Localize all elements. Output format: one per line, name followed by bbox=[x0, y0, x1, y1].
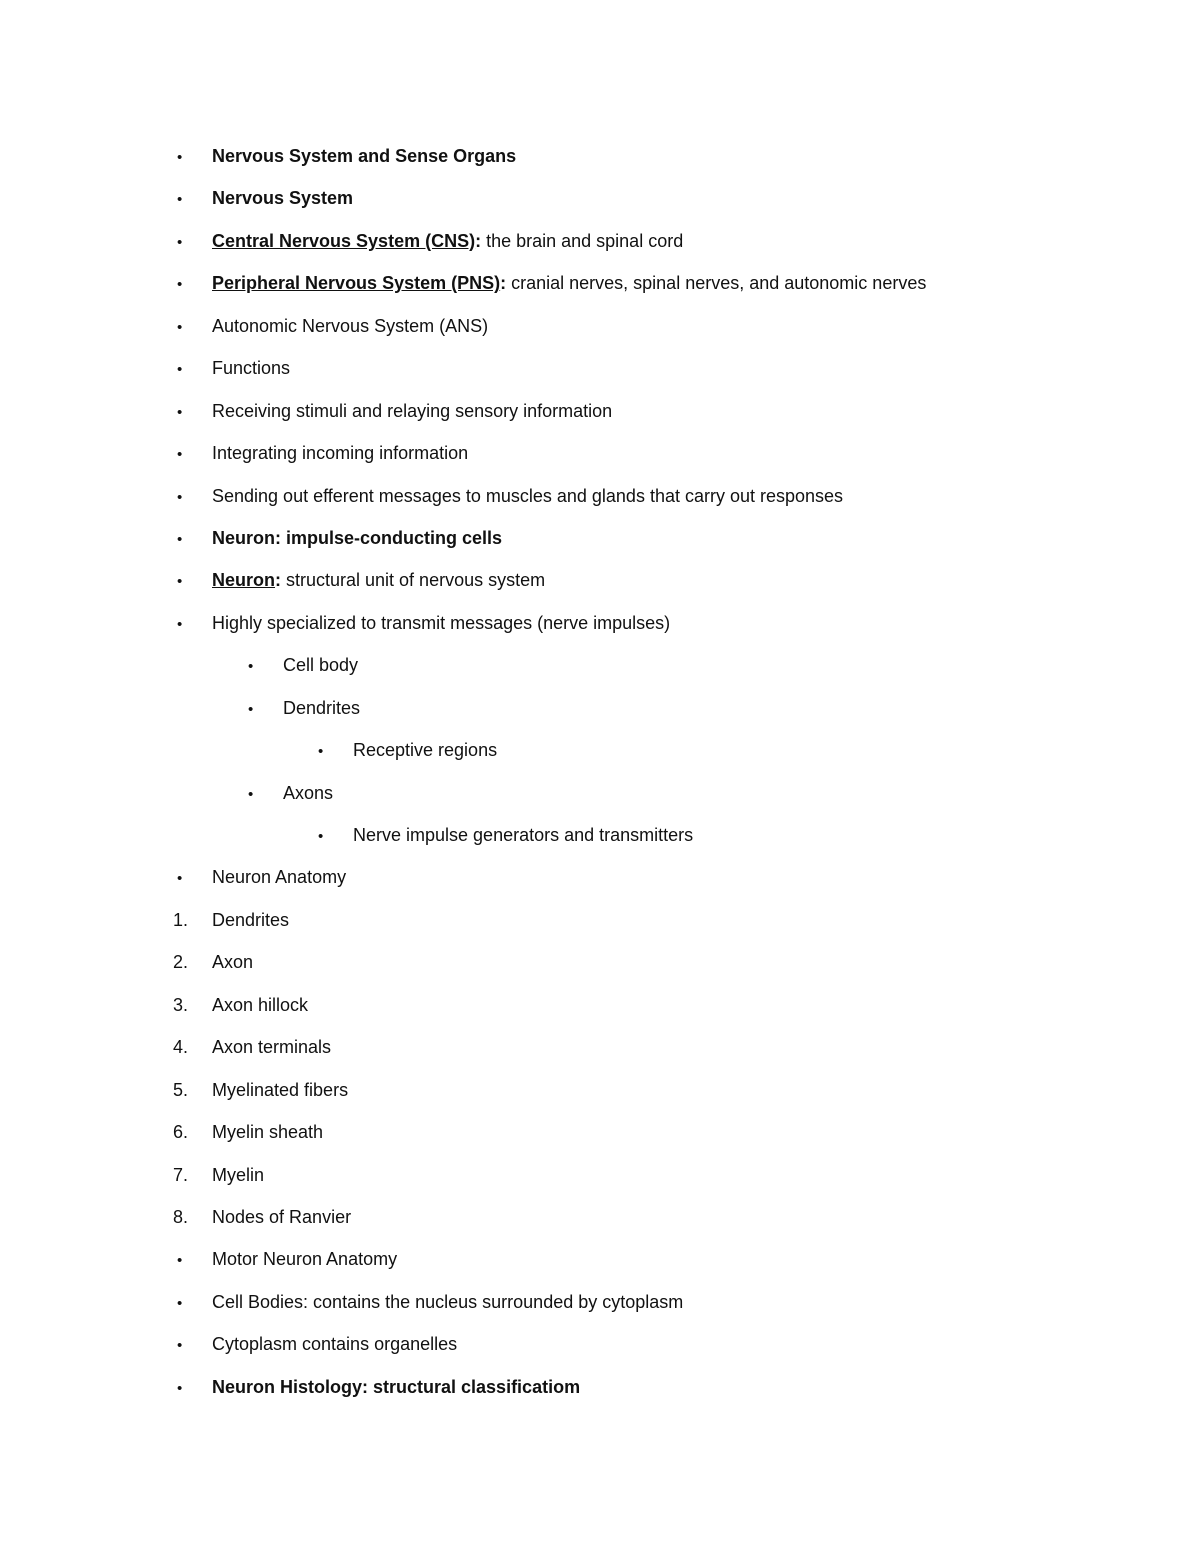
list-item bbox=[0, 729, 1200, 771]
bullet-icon bbox=[177, 1238, 182, 1282]
list-item bbox=[0, 559, 1200, 601]
list-item-text bbox=[212, 1111, 323, 1153]
bullet-icon bbox=[177, 135, 182, 179]
numbered-list-item bbox=[0, 1069, 1200, 1111]
bullet-icon bbox=[177, 1366, 182, 1410]
numbered-list-item bbox=[0, 984, 1200, 1026]
list-item-text bbox=[212, 1238, 397, 1280]
list-item bbox=[0, 1238, 1200, 1280]
list-number: 8. bbox=[173, 1206, 189, 1227]
list-number: 3. bbox=[173, 994, 189, 1015]
bullet-icon bbox=[177, 602, 182, 646]
text-run: Myelin sheath bbox=[212, 1122, 324, 1143]
text-run: Central Nervous System (CNS) bbox=[212, 230, 476, 251]
list-item-text bbox=[212, 1323, 457, 1365]
bullet-icon bbox=[248, 687, 253, 731]
list-item-text bbox=[212, 984, 308, 1026]
text-run: Functions bbox=[212, 358, 291, 379]
list-item-text bbox=[212, 856, 346, 898]
numbered-list-item bbox=[0, 1026, 1200, 1068]
list-item-text bbox=[212, 1281, 683, 1323]
list-item bbox=[0, 644, 1200, 686]
list-item bbox=[0, 135, 1200, 177]
list-item-text bbox=[212, 1366, 580, 1408]
text-run: structural unit of nervous system bbox=[281, 570, 546, 591]
list-item-text bbox=[283, 687, 360, 729]
text-run: the brain and spinal cord bbox=[481, 230, 684, 251]
text-run: Cell body bbox=[283, 655, 359, 676]
list-item-text bbox=[212, 262, 926, 304]
list-item-text bbox=[212, 517, 502, 559]
text-run: Motor Neuron Anatomy bbox=[212, 1249, 398, 1270]
text-run: : bbox=[275, 570, 281, 591]
list-number: 5. bbox=[173, 1079, 189, 1100]
bullet-icon bbox=[248, 772, 253, 816]
list-number: 4. bbox=[173, 1037, 189, 1058]
bullet-icon bbox=[177, 517, 182, 561]
list-number: 6. bbox=[173, 1122, 189, 1143]
list-item bbox=[0, 602, 1200, 644]
list-item bbox=[0, 687, 1200, 729]
list-item bbox=[0, 517, 1200, 559]
text-run: Nervous System bbox=[212, 188, 354, 209]
list-item-text bbox=[283, 644, 358, 686]
list-item bbox=[0, 305, 1200, 347]
bullet-icon bbox=[177, 305, 182, 349]
list-item-text bbox=[212, 177, 353, 219]
text-run: cranial nerves, spinal nerves, and autonomic nerves bbox=[506, 273, 927, 294]
list-item bbox=[0, 1323, 1200, 1365]
bullet-icon bbox=[177, 262, 182, 306]
text-run: Dendrites bbox=[212, 909, 290, 930]
text-run: Cytoplasm contains organelles bbox=[212, 1334, 458, 1355]
list-item bbox=[0, 220, 1200, 262]
list-item bbox=[0, 390, 1200, 432]
bullet-icon bbox=[177, 475, 182, 519]
bullet-icon bbox=[177, 1323, 182, 1367]
text-run: Myelin bbox=[212, 1164, 265, 1185]
bullet-icon bbox=[318, 729, 323, 773]
list-item-text bbox=[212, 390, 612, 432]
text-run: Nodes of Ranvier bbox=[212, 1206, 352, 1227]
list-item-text bbox=[212, 305, 488, 347]
document-page bbox=[0, 135, 1200, 1408]
list-item bbox=[0, 1281, 1200, 1323]
bullet-icon bbox=[177, 390, 182, 434]
list-item-text bbox=[212, 1026, 331, 1068]
text-run: Dendrites bbox=[283, 697, 361, 718]
list-item-text bbox=[212, 941, 253, 983]
bullet-icon bbox=[177, 856, 182, 900]
list-item bbox=[0, 856, 1200, 898]
text-run: Highly specialized to transmit messages (nerve impulses) bbox=[212, 612, 671, 633]
text-run: Sending out efferent messages to muscles and glands that carry out responses bbox=[212, 485, 844, 506]
list-item bbox=[0, 772, 1200, 814]
text-run: Axon hillock bbox=[212, 994, 309, 1015]
bullet-icon bbox=[318, 814, 323, 858]
numbered-list-item bbox=[0, 1111, 1200, 1153]
text-run: : bbox=[475, 230, 482, 251]
list-item-text bbox=[212, 602, 670, 644]
list-item bbox=[0, 814, 1200, 856]
text-run: Autonomic Nervous System (ANS) bbox=[212, 315, 489, 336]
text-run: Integrating incoming information bbox=[212, 443, 469, 464]
numbered-list-item bbox=[0, 941, 1200, 983]
numbered-list-item bbox=[0, 1196, 1200, 1238]
text-run: Neuron Histology: structural classificatiom bbox=[212, 1376, 581, 1397]
list-number: 1. bbox=[173, 909, 189, 930]
list-number: 7. bbox=[173, 1164, 189, 1185]
text-run: Cell Bodies: contains the nucleus surrounded by cytoplasm bbox=[212, 1291, 684, 1312]
list-item-text bbox=[212, 135, 516, 177]
list-item-text bbox=[353, 814, 693, 856]
list-item-text bbox=[212, 347, 290, 389]
list-item bbox=[0, 432, 1200, 474]
bullet-icon bbox=[177, 177, 182, 221]
list-item-text bbox=[212, 220, 683, 262]
list-number: 2. bbox=[173, 952, 189, 973]
text-run: Neuron: impulse-conducting cells bbox=[212, 527, 503, 548]
list-item bbox=[0, 1366, 1200, 1408]
list-item-text bbox=[212, 475, 843, 517]
text-run: Myelinated fibers bbox=[212, 1079, 349, 1100]
list-item bbox=[0, 177, 1200, 219]
list-item-text bbox=[212, 1069, 348, 1111]
text-run: Nerve impulse generators and transmitters bbox=[353, 825, 694, 845]
bullet-icon bbox=[248, 644, 253, 688]
text-run: : bbox=[500, 273, 507, 294]
text-run: Receptive regions bbox=[353, 740, 498, 761]
list-item bbox=[0, 347, 1200, 389]
numbered-list-item bbox=[0, 1154, 1200, 1196]
text-run: Neuron bbox=[212, 570, 275, 591]
bullet-icon bbox=[177, 559, 182, 603]
bullet-icon bbox=[177, 220, 182, 264]
text-run: Neuron Anatomy bbox=[212, 867, 347, 888]
list-item-text bbox=[283, 772, 333, 814]
text-run: Axon terminals bbox=[212, 1037, 332, 1058]
list-item-text bbox=[212, 432, 468, 474]
list-item bbox=[0, 262, 1200, 304]
list-item-text bbox=[212, 899, 289, 941]
list-item bbox=[0, 475, 1200, 517]
list-item-text bbox=[212, 1154, 264, 1196]
text-run: Peripheral Nervous System (PNS) bbox=[212, 273, 501, 294]
bullet-icon bbox=[177, 1281, 182, 1325]
text-run: Axon bbox=[212, 952, 254, 973]
list-item-text bbox=[212, 559, 545, 601]
bullet-icon bbox=[177, 432, 182, 476]
text-run: Receiving stimuli and relaying sensory information bbox=[212, 400, 613, 421]
list-item-text bbox=[212, 1196, 351, 1238]
bullet-icon bbox=[177, 347, 182, 391]
text-run: Axons bbox=[283, 782, 334, 803]
list-item-text bbox=[353, 729, 497, 771]
text-run: Nervous System and Sense Organs bbox=[212, 146, 517, 166]
numbered-list-item bbox=[0, 899, 1200, 941]
